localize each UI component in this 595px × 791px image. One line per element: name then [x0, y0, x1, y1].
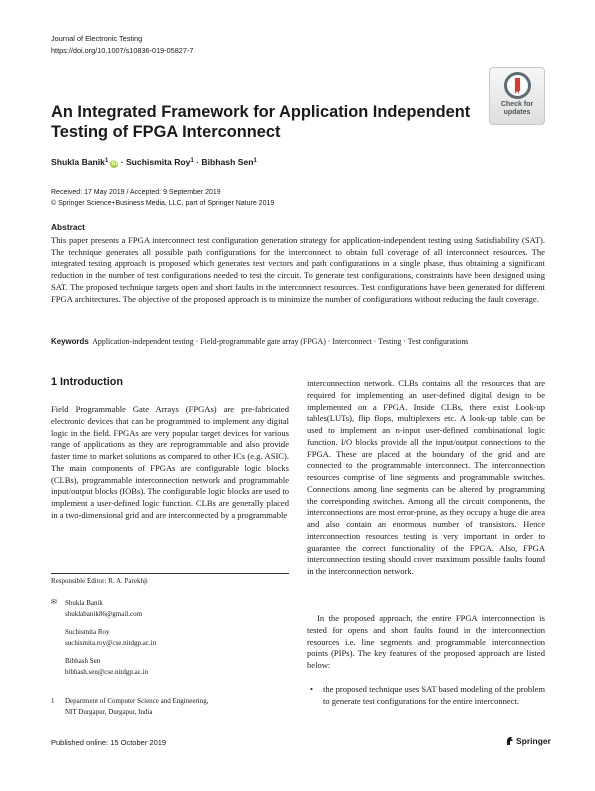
received-accepted-dates: Received: 17 May 2019 / Accepted: 9 September 2019 [51, 189, 221, 196]
intro-paragraph: Field Programmable Gate Arrays (FPGAs) are pre-fabricated electronic devices that can be programmed to implement any digital logic in the field. FPGAs are very popular target devices for various range of applications as they are reprogrammable and also provide faster time to market solutions as compared to other ICs (e.g. ASIC). The main components of FPGAs are configurable logic blocks (CLBs), programmable interconnection network and programmable input/output blocks (IOBs). The configurable logic blocks are used to implement a user-defined logic function. CLBs are generally placed in a two-dimensional grid and are interconnected by a programmable [51, 404, 289, 520]
journal-name: Journal of Electronic Testing [51, 34, 143, 43]
check-for-updates-badge[interactable] [489, 67, 545, 125]
author-name[interactable]: Bibhash Sen [201, 157, 254, 167]
check-for-updates-label: Check for updates [500, 101, 534, 116]
affiliation-marker: 1 [253, 158, 257, 164]
article-history [51, 188, 274, 210]
list-item-text: the proposed technique uses SAT based modeling of the problem to generate test configurations for the entire interconnect. [323, 684, 545, 706]
footnote-author-name: Shukla Banik [65, 599, 103, 607]
bookmark-icon [504, 72, 531, 99]
abstract-text: This paper presents a FPGA interconnect test configuration generation strategy for application-independent testing using Satisfiability (SAT). The technique generates all possible path configurations for the interconnect to obtain full coverage of all interconnect resources. The integrated testing approach is proposed which generates test vectors and path configurations in a single phase, thus obtaining a significant reduction in the number of test configurations needed to test the circuit. To generate test configurations, constraints have been designed using SAT. The proposed technique targets open and short faults in the interconnect resources. Test configurations have been generated for different FPGA architectures. The objective of the proposed approach is to minimize the number of configurations without reducing the fault coverage. [51, 235, 545, 304]
keywords-text: Application-independent testing · Field-programmable gate array (FPGA) · Interconnect · Testing · Test configurations [92, 337, 469, 346]
author-email[interactable]: suchismita.roy@cse.nitdgp.ac.in [65, 638, 157, 647]
abstract-heading: Abstract [51, 222, 85, 232]
orcid-icon[interactable]: iD [111, 161, 118, 167]
doi-link[interactable]: https://doi.org/10.1007/s10836-019-05827-7 [51, 45, 194, 55]
publisher-logo [505, 736, 551, 746]
springer-horse-icon [505, 736, 514, 746]
journal-header [51, 33, 193, 56]
bullet-icon: • [310, 684, 313, 694]
footnote-divider [51, 573, 289, 574]
affiliation-number: 1 [51, 697, 55, 705]
paper-title: An Integrated Framework for Application Independent Testing of FPGA Interconnect [51, 103, 471, 141]
author-list [51, 157, 257, 168]
author-email[interactable]: shuklabanik86@gmail.com [65, 609, 143, 618]
publisher-name: Springer [516, 736, 551, 746]
affiliation-marker: 1 [190, 158, 194, 164]
copyright-notice: © Springer Science+Business Media, LLC, part of Springer Nature 2019 [51, 199, 275, 207]
intro-paragraph: In the proposed approach, the entire FPGA interconnection is tested for opens and short faults found in the interconnection resources i.e. line segments and programmable interconnection points (PIPs). The key features of the proposed approach are listed below: [307, 613, 545, 670]
footnote-author-name: Suchismita Roy [65, 628, 110, 636]
author-separator: · [193, 157, 202, 167]
intro-paragraph: interconnection network. CLBs contains all the resources that are required for implementing an user-defined digital design to be implemented on a FPGA. Inside CLBs, there exist Look-up tables(LUTs), flip flops, multiplexers etc. A look-up table can be used to implement an n-input user-defined combinational logic function. I/O blocks provide all the input/output connections to the FPGA. These are placed at the boundary of the grid and are connected to the programmable interconnect. The interconnection resources comprise of line segments and programmable switches. Connections among line segments can be altered by programming the corresponding switches. Among all the circuit components, the interconnections are most error-prone, as they occupy a huge die area and also contain an enormous number of transistors. Hence interconnection resources testing is very important in order to guarantee the correct functionality of the FPGA. Also, FPGA interconnection testing should cover maximum possible faults found in the interconnection network. [307, 378, 545, 576]
keywords [51, 336, 471, 348]
affiliation-department: Department of Computer Science and Engineering, [65, 697, 209, 705]
affiliation-marker: 1 [104, 158, 109, 164]
author-name[interactable]: Suchismita Roy [125, 157, 191, 167]
section-heading-introduction: 1 Introduction [51, 376, 123, 388]
author-email[interactable]: bibhash.sen@cse.nitdgp.ac.in [65, 667, 149, 676]
author-separator: · [118, 157, 126, 167]
author-name[interactable]: Shukla Banik [51, 157, 105, 167]
list-item [307, 684, 545, 708]
published-online-date: Published online: 15 October 2019 [51, 738, 167, 747]
footnote-author-name: Bibhash Sen [65, 657, 101, 665]
keywords-label: Keywords [51, 337, 89, 346]
affiliation-institution: NIT Durgapur, Durgapur, India [65, 707, 153, 716]
responsible-editor: Responsible Editor: R. A. Parekhji [51, 577, 148, 585]
envelope-icon: ✉ [51, 599, 57, 606]
key-features-list [307, 684, 545, 708]
